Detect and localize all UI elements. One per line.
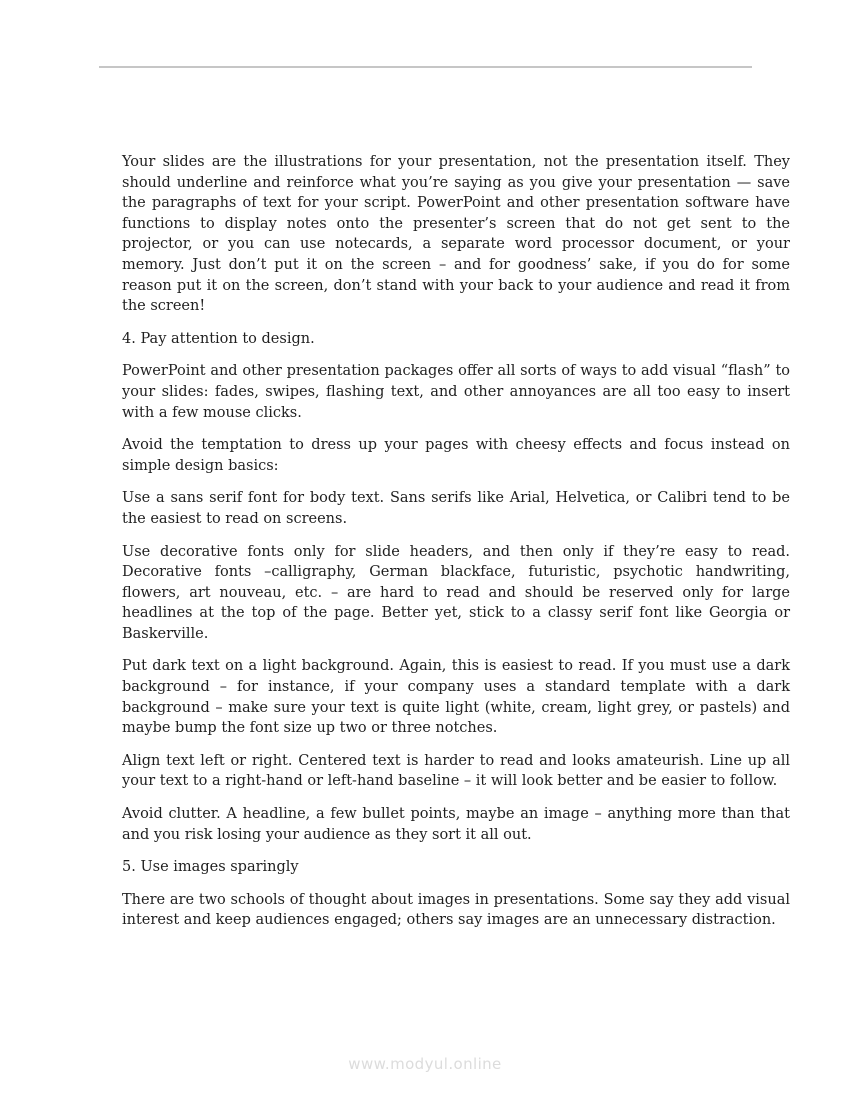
paragraph-align-text: Align text left or right. Centered text is harder to read and looks amateurish. Line up all your text to a right-hand or left-hand baseline – it will look better and be easier to follow.: [122, 752, 790, 790]
paragraph-two-schools-of-thought: There are two schools of thought about images in presentations. Some say they add visual interest and keep audiences engaged; others say images are an unnecessary distraction.: [122, 891, 790, 929]
paragraph-visual-flash: PowerPoint and other presentation packages offer all sorts of ways to add visual “flash” to your slides: fades, swipes, flashing text, and other annoyances are all too easy to insert with a few mouse clicks.: [122, 363, 790, 421]
paragraph-avoid-clutter: Avoid clutter. A headline, a few bullet points, maybe an image – anything more than that and you risk losing your audience as they sort it all out.: [122, 806, 790, 843]
paragraph-avoid-temptation: Avoid the temptation to dress up your pages with cheesy effects and focus instead on simple design basics:: [122, 437, 790, 474]
document-body: [122, 152, 790, 931]
paragraph-decorative-fonts: Use decorative fonts only for slide headers, and then only if they’re easy to read. Decorative fonts –calligraphy, German blackface, futuristic, psychotic handwriting, flowers, art nouveau, etc. – are hard to read and should be reserved only for large headlines at the top of the page. Better yet, stick to a classy serif font like Georgia or Baskerville.: [122, 543, 790, 642]
section-heading-pay-attention-to-design: 4. Pay attention to design.: [122, 330, 315, 347]
section-heading-use-images-sparingly: 5. Use images sparingly: [122, 859, 299, 876]
paragraph-slides-illustrations: Your slides are the illustrations for your presentation, not the presentation itself. They should underline and reinforce what you’re saying as you give your presentation — save the paragraphs of text for your script. PowerPoint and other presentation software have functions to display notes onto the presenter’s screen that do not get sent to the projector, or you can use notecards, a separate word processor document, or your memory. Just don’t put it on the screen – and for goodness’ sake, if you do for some reason put it on the screen, don’t stand with your back to your audience and read it from the screen!: [122, 154, 790, 315]
footer-watermark: www.modyul.online: [348, 1055, 502, 1073]
paragraph-sans-serif-font: Use a sans serif font for body text. Sans serifs like Arial, Helvetica, or Calibri tend to be the easiest to read on screens.: [122, 490, 790, 527]
header-rule: [99, 66, 752, 68]
paragraph-dark-text-light-background: Put dark text on a light background. Again, this is easiest to read. If you must use a dark background – for instance, if your company uses a standard template with a dark background – make sure your text is quite light (white, cream, light grey, or pastels) and maybe bump the font size up two or three notches.: [122, 658, 790, 737]
